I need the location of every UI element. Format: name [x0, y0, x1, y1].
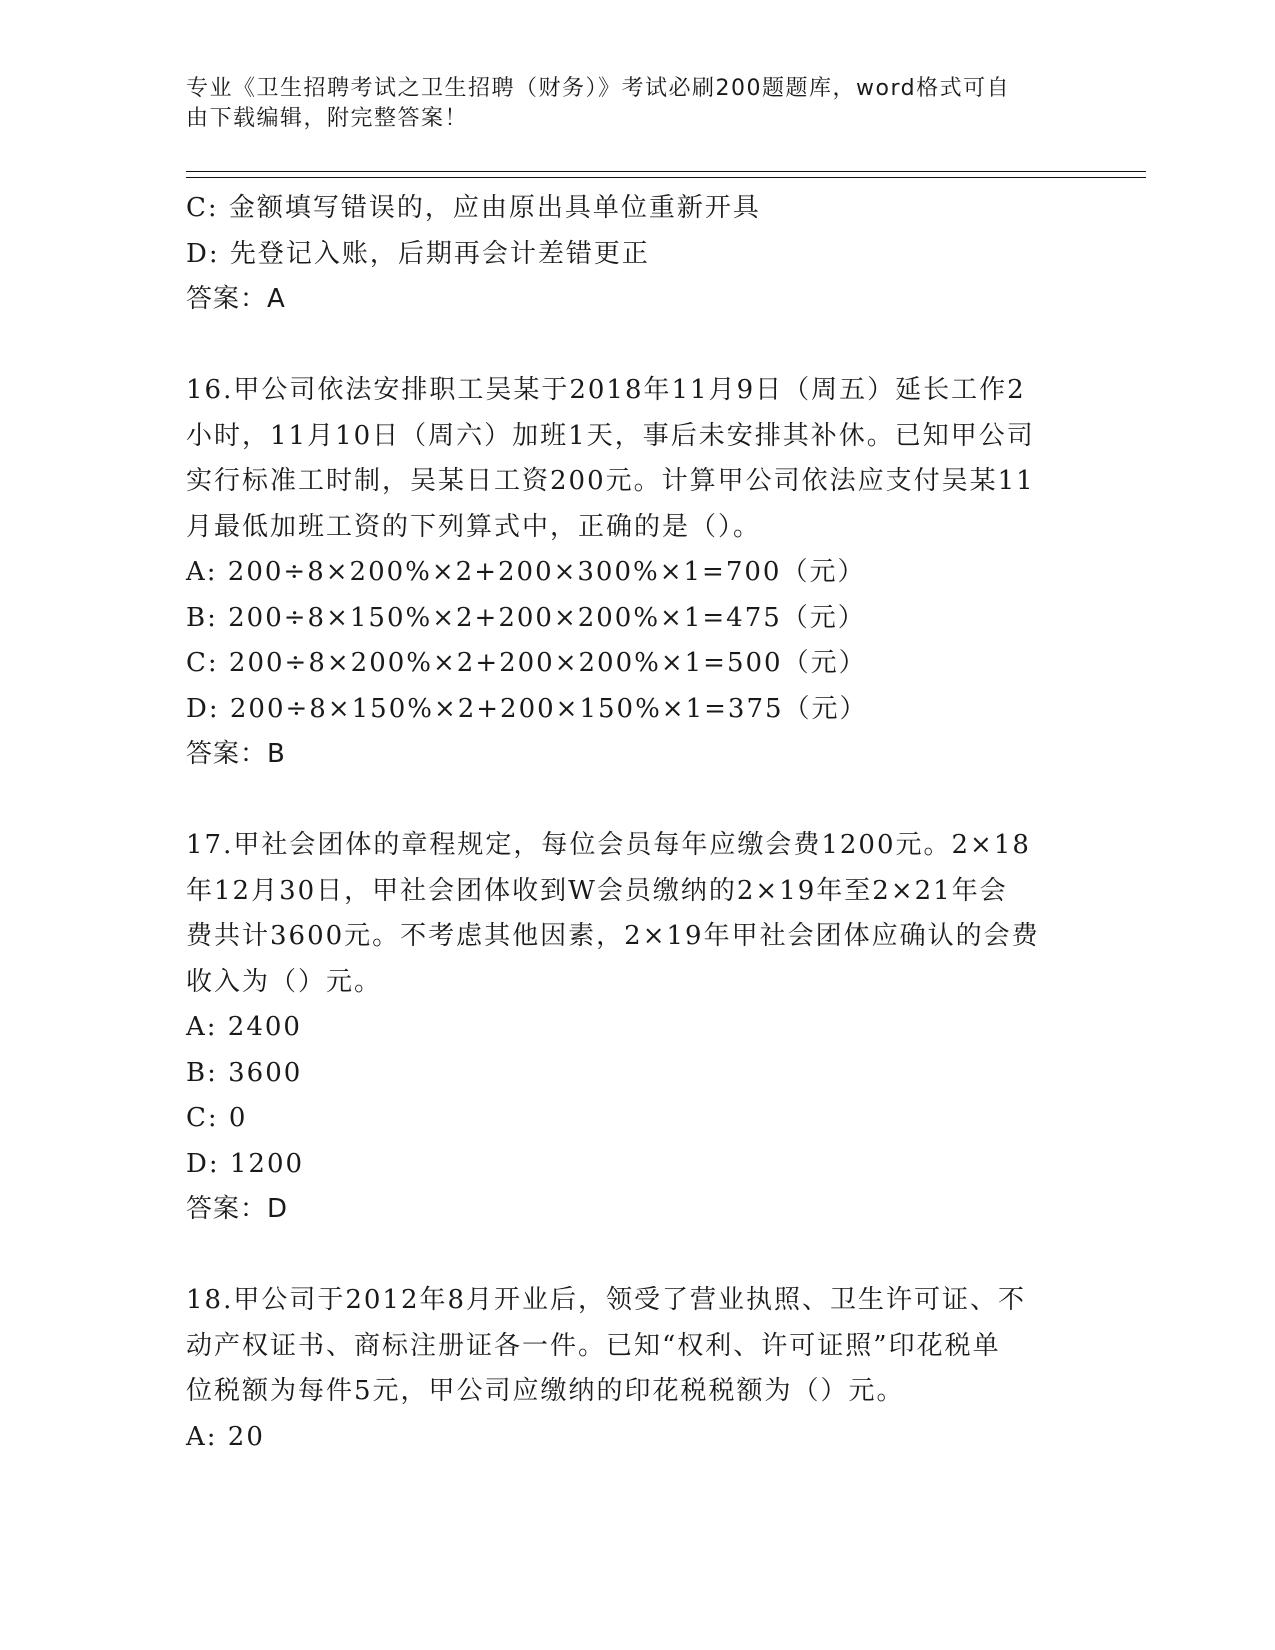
question-15-tail	[186, 186, 1086, 323]
option-d: D: 先登记入账，后期再会计差错更正	[186, 238, 650, 269]
option-d: D: 1200	[186, 1148, 305, 1179]
header-line-1: 专业《卫生招聘考试之卫生招聘（财务）》考试必刷200题题库，word格式可自	[186, 76, 1011, 101]
option-b: B: 3600	[186, 1057, 303, 1088]
option-a: A: 2400	[186, 1012, 302, 1042]
spacer	[186, 778, 1086, 824]
document-header	[186, 74, 1086, 134]
question-stem-line: 实行标准工时制，吴某日工资200元。计算甲公司依法应支付吴某11	[186, 466, 1035, 496]
question-stem-line: 年12月30日，甲社会团体收到W会员缴纳的2×19年至2×21年会	[186, 875, 1008, 906]
option-a: A: 200÷8×200%×2+200×300%×1=700（元）	[186, 557, 866, 587]
question-17	[186, 823, 1086, 1233]
answer-label: 答案：A	[186, 284, 286, 314]
question-16	[186, 368, 1086, 778]
option-c: C: 金额填写错误的，应由原出具单位重新开具	[186, 193, 761, 223]
question-stem-line: 收入为（）元。	[186, 966, 383, 997]
option-a: A: 20	[186, 1421, 265, 1452]
answer-label: 答案：B	[186, 739, 286, 769]
option-c: C: 200÷8×200%×2+200×200%×1=500（元）	[186, 648, 867, 678]
option-c: C: 0	[186, 1103, 248, 1133]
question-stem-line: 动产权证书、商标注册证各一件。已知“权利、许可证照”印花税单	[186, 1330, 1001, 1361]
question-stem-line: 小时，11月10日（周六）加班1天，事后未安排其补休。已知甲公司	[186, 420, 1035, 451]
question-stem-line: 费共计3600元。不考虑其他因素，2×19年甲社会团体应确认的会费	[186, 921, 1040, 951]
header-divider-bottom	[186, 177, 1146, 178]
spacer	[186, 323, 1086, 369]
answer-label: 答案：D	[186, 1194, 289, 1224]
spacer	[186, 1233, 1086, 1279]
question-stem-line: 月最低加班工资的下列算式中，正确的是（）。	[186, 511, 762, 542]
question-content	[186, 186, 1086, 1460]
question-stem-line: 17.甲社会团体的章程规定，每位会员每年应缴会费1200元。2×18	[186, 830, 1031, 860]
header-divider-top	[186, 171, 1146, 172]
header-line-2: 由下载编辑，附完整答案！	[186, 106, 469, 131]
question-stem-line: 18.甲公司于2012年8月开业后，领受了营业执照、卫生许可证、不	[186, 1285, 1027, 1315]
question-18	[186, 1278, 1086, 1460]
option-b: B: 200÷8×150%×2+200×200%×1=475（元）	[186, 602, 866, 633]
question-stem-line: 位税额为每件5元，甲公司应缴纳的印花税税额为（）元。	[186, 1376, 905, 1406]
question-stem-line: 16.甲公司依法安排职工吴某于2018年11月9日（周五）延长工作2	[186, 375, 1026, 405]
option-d: D: 200÷8×150%×2+200×150%×1=375（元）	[186, 693, 868, 724]
